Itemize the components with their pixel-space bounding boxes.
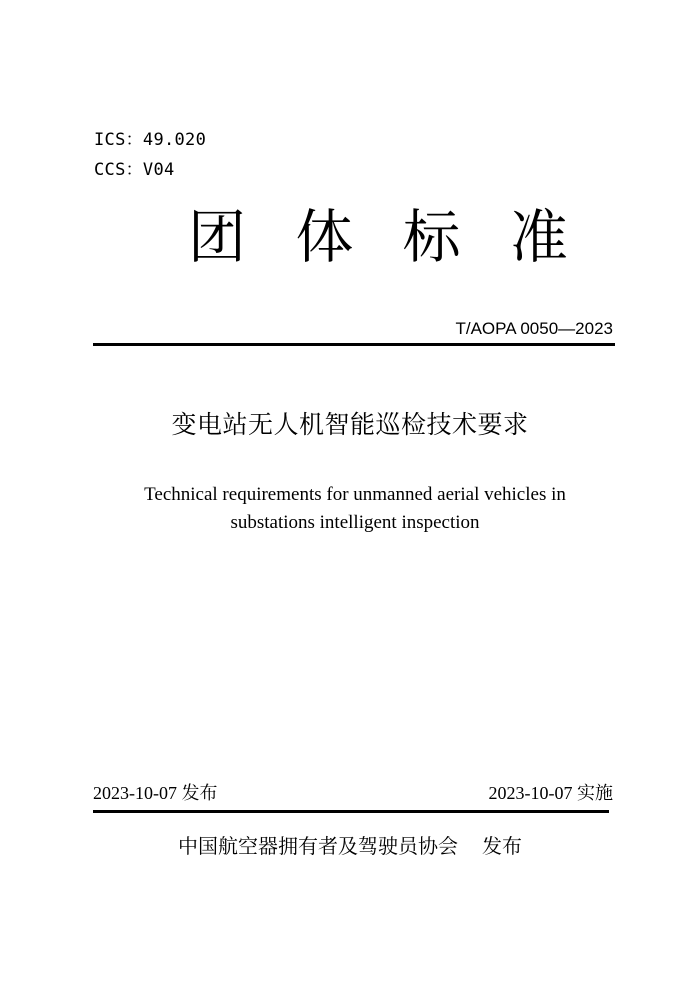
standard-type-char: 准	[509, 203, 568, 271]
issuer-action: 发布	[482, 834, 522, 858]
document-title-en	[0, 481, 700, 537]
standard-type-char: 标	[402, 203, 461, 271]
ics-code: ICS：49.020	[94, 130, 207, 150]
top-divider	[93, 343, 615, 346]
issuer-name: 中国航空器拥有者及驾驶员协会	[178, 834, 458, 858]
title-en-line: substations intelligent inspection	[230, 512, 480, 533]
document-title-cn: 变电站无人机智能巡检技术要求	[171, 410, 529, 439]
standard-number: T/AOPA 0050—2023	[455, 319, 613, 338]
standard-type-heading	[188, 200, 568, 275]
issuer-line	[0, 831, 700, 861]
standard-type-char: 体	[295, 203, 354, 271]
implement-date: 2023-10-07 实施	[488, 783, 613, 803]
ccs-code: CCS：V04	[94, 160, 175, 180]
standard-type-char: 团	[188, 203, 247, 271]
publish-date: 2023-10-07 发布	[93, 783, 218, 803]
bottom-divider	[93, 810, 609, 813]
title-en-line: Technical requirements for unmanned aerial vehicles in	[144, 484, 566, 505]
